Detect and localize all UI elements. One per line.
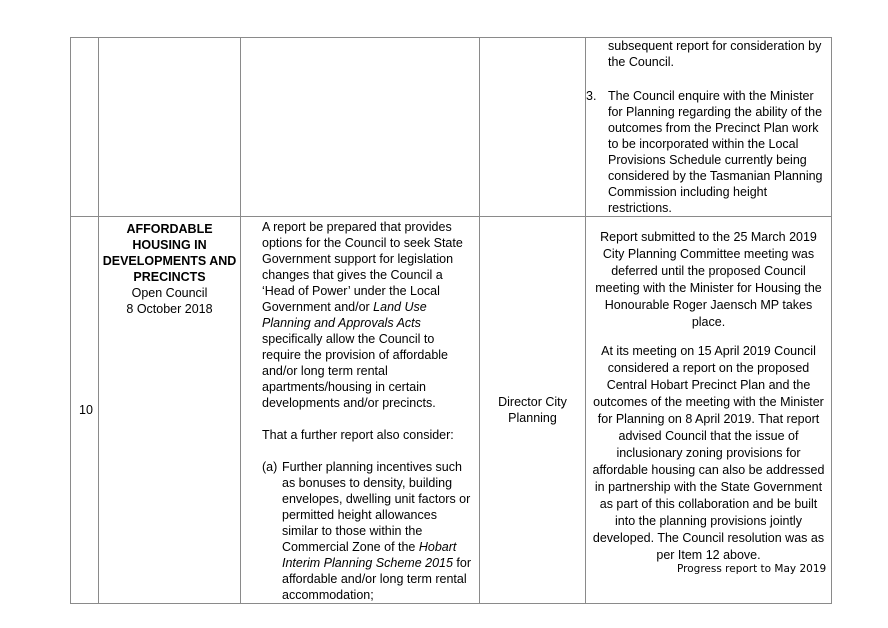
sub-item-a-text-1: Further planning incentives such as bonuses to density, building envelopes, dwelling unit factors or permitted height allowances similar to those within the Commercial Zone of the: [282, 460, 471, 554]
status-item-3-number: 3.: [586, 89, 597, 103]
status-paragraph-1: Report submitted to the 25 March 2019 City Planning Committee meeting was deferred until the proposed Council meeting with the Minister for Housing the Honourable Roger Jaensch MP takes place.: [595, 230, 822, 329]
status-cell-continued: [586, 38, 832, 217]
status-item-3-text: The Council enquire with the Minister for Planning regarding the ability of the outcomes from the Precinct Plan work to be incorporated within the Local Provisions Schedule currently being considered by the Tasmanian Planning Commission including height restrictions.: [608, 89, 823, 215]
cell-empty-number: [71, 38, 99, 217]
cell-empty-responsible: [480, 38, 586, 217]
page-footer: Progress report to May 2019: [677, 563, 827, 575]
resolution-sub-item-a: [262, 459, 475, 603]
resolution-p1-text-a: A report be prepared that provides options for the Council to seek State Government support for legislation changes that gives the Council a ‘Head of Power’ under the Local Government and/or: [262, 220, 463, 314]
status-paragraph-2: At its meeting on 15 April 2019 Council considered a report on the proposed Central Hobart Precinct Plan and the outcomes of the meeting with the Minister for Planning on 8 April 2019. That report advised Council that the issue of inclusionary zoning provisions for affordable housing can also be addressed in partnership with the State Government as part of this collaboration and be built into the planning provisions jointly developed. The Council resolution was as per Item 12 above.: [592, 344, 825, 562]
item-number: 10: [71, 217, 99, 604]
responsible-officer: Director City Planning: [480, 217, 586, 604]
status-item-3: [586, 88, 831, 216]
resolution-paragraph-1: [262, 219, 475, 411]
resolution-paragraph-2: That a further report also consider:: [262, 428, 454, 442]
sub-item-a-scheme-name: Hobart Interim Planning Scheme 2015: [282, 540, 457, 570]
resolution-p1-act-name: Land Use Planning and Approvals Acts: [262, 300, 427, 330]
resolution-p1-text-b: specifically allow the Council to require the provision of affordable and/or long term rental apartments/housing in certain developments and/or precincts.: [262, 332, 448, 410]
status-cell: [586, 217, 832, 604]
progress-report-table: [70, 37, 832, 604]
item-title-cell: [99, 217, 241, 604]
item-date: 8 October 2018: [126, 302, 213, 316]
table-row-item-10: [71, 217, 832, 604]
sub-item-a-text: [282, 459, 475, 603]
sub-item-a-text-2: for affordable and/or long term rental accommodation;: [282, 556, 471, 602]
item-meeting: Open Council: [131, 286, 208, 300]
resolution-cell: [241, 217, 480, 604]
cell-empty-title: [99, 38, 241, 217]
status-continuation-text: subsequent report for consideration by the Council.: [608, 39, 822, 69]
sub-item-a-label: (a): [262, 460, 278, 474]
cell-empty-resolution: [241, 38, 480, 217]
item-title: AFFORDABLE HOUSING IN DEVELOPMENTS AND PRECINCTS: [102, 222, 237, 284]
table-row-continuation: [71, 38, 832, 217]
